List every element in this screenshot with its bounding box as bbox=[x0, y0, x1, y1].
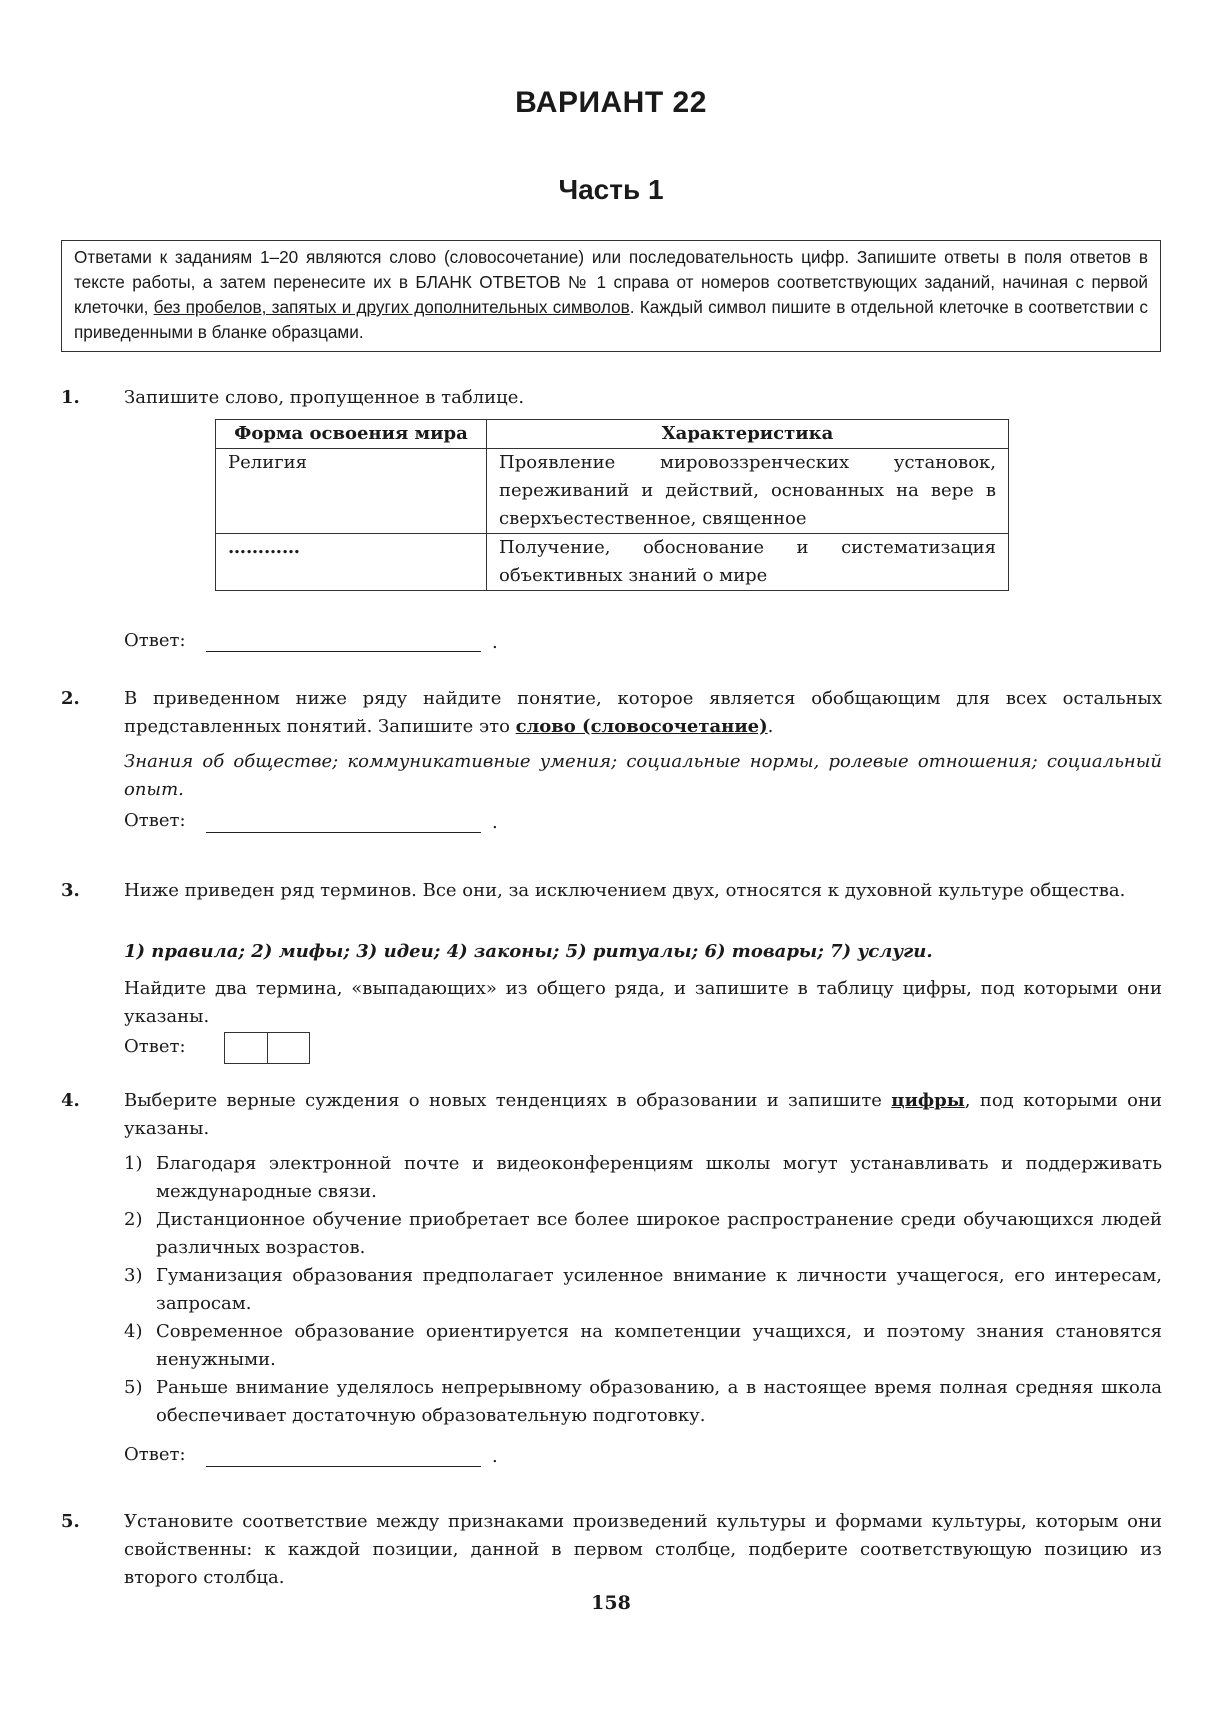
option-number: 3) bbox=[124, 1265, 143, 1286]
question-number: 3. bbox=[61, 880, 80, 901]
answer-cells bbox=[224, 1032, 310, 1064]
question-text-emphasis: слово (словосочетание) bbox=[515, 716, 768, 737]
option-item bbox=[124, 1374, 1162, 1430]
table-cell-characteristic: Проявление мировоззренческих установок, переживаний и действий, основанных на вере в сверхъестественное, священное bbox=[487, 449, 1009, 534]
instruction-text-end: . Каждый символ пишите в отдельной клеточке в соответствии с приведенными в бланке образцами. bbox=[74, 297, 1148, 342]
option-item bbox=[124, 1206, 1162, 1262]
table-cell-form: Религия bbox=[216, 449, 487, 534]
question-number: 1. bbox=[61, 387, 80, 408]
question-text-part: В приведенном ниже ряду найдите понятие, которое является обобщающим для всех остальных представленных понятий. Запишите это bbox=[124, 688, 1162, 737]
option-text: Дистанционное обучение приобретает все более широкое распространение среди обучающихся людей различных возрастов. bbox=[156, 1209, 1162, 1258]
options-wrapper bbox=[124, 1150, 1162, 1430]
q1-table bbox=[215, 419, 1009, 591]
answer-label: Ответ: bbox=[124, 1444, 186, 1465]
answer-line-2[interactable] bbox=[206, 832, 481, 833]
answer-end: . bbox=[492, 812, 498, 833]
answer-label: Ответ: bbox=[124, 630, 186, 651]
answer-line-4[interactable] bbox=[206, 1466, 481, 1467]
question-italic-list: Знания об обществе; коммуникативные умения; социальные нормы, ролевые отношения; социальный опыт. bbox=[124, 751, 1162, 800]
instruction-box bbox=[61, 240, 1161, 352]
option-text: Гуманизация образования предполагает усиленное внимание к личности учащегося, его интересам, запросам. bbox=[156, 1265, 1162, 1314]
option-number: 1) bbox=[124, 1153, 143, 1174]
variant-title: ВАРИАНТ 22 bbox=[515, 86, 707, 119]
question-number: 5. bbox=[61, 1511, 80, 1532]
option-number: 4) bbox=[124, 1321, 143, 1342]
options-list bbox=[124, 1150, 1162, 1430]
question-text: Установите соответствие между признаками произведений культуры и формами культуры, которым они свойственны: к каждой позиции, данной в первом столбце, подберите соответствующую позицию из второго столбца. bbox=[124, 1511, 1162, 1588]
question-number: 4. bbox=[61, 1090, 80, 1111]
question-text bbox=[124, 685, 1162, 741]
question-italic-terms: 1) правила; 2) мифы; 3) идеи; 4) законы; 5) ритуалы; 6) товары; 7) услуги. bbox=[124, 941, 933, 962]
table-cell-characteristic: Получение, обоснование и систематизация объективных знаний о мире bbox=[487, 534, 1009, 591]
option-number: 5) bbox=[124, 1377, 143, 1398]
option-item bbox=[124, 1318, 1162, 1374]
instruction-underlined: без пробелов, запятых и других дополнительных символов bbox=[153, 297, 630, 317]
question-text-part: . bbox=[767, 716, 774, 737]
answer-end: . bbox=[492, 632, 498, 653]
table-header-form: Форма освоения мира bbox=[216, 420, 487, 449]
page-number: 158 bbox=[591, 1592, 631, 1614]
option-item bbox=[124, 1262, 1162, 1318]
table-header-characteristic: Характеристика bbox=[487, 420, 1009, 449]
option-text: Современное образование ориентируется на компетенции учащихся, и поэтому знания становятся ненужными. bbox=[156, 1321, 1162, 1370]
part-title: Часть 1 bbox=[558, 174, 664, 205]
option-text: Раньше внимание уделялось непрерывному образованию, а в настоящее время полная средняя школа обеспечивает достаточную образовательную подготовку. bbox=[156, 1377, 1162, 1426]
answer-label: Ответ: bbox=[124, 810, 186, 831]
question-text: Запишите слово, пропущенное в таблице. bbox=[124, 387, 525, 408]
answer-end: . bbox=[492, 1446, 498, 1467]
answer-cell[interactable] bbox=[225, 1033, 267, 1063]
question-text-emphasis: цифры bbox=[891, 1090, 965, 1111]
answer-cell[interactable] bbox=[267, 1033, 309, 1063]
answer-label: Ответ: bbox=[124, 1036, 186, 1057]
option-number: 2) bbox=[124, 1209, 143, 1230]
question-text-part: , под которыми они указаны. bbox=[124, 1090, 1162, 1139]
question-text-part: Выберите верные суждения о новых тенденциях в образовании и запишите bbox=[124, 1090, 892, 1111]
question-text: Ниже приведен ряд терминов. Все они, за исключением двух, относятся к духовной культуре общества. bbox=[124, 880, 1126, 901]
question-number: 2. bbox=[61, 688, 80, 709]
instruction-text: Ответами к заданиям 1–20 являются слово (словосочетание) или последовательность цифр. Запишите ответы в поля ответов в тексте работы, а затем перенесите их в БЛАНК ОТВЕТОВ № 1 справа от номеров соответствующих заданий, начиная с первой клеточки, bbox=[74, 247, 1148, 317]
question-text bbox=[124, 1087, 1162, 1143]
question-task: Найдите два термина, «выпадающих» из общего ряда, и запишите в таблицу цифры, под которыми они указаны. bbox=[124, 978, 1162, 1027]
answer-line-1[interactable] bbox=[206, 651, 481, 652]
option-item bbox=[124, 1150, 1162, 1206]
table-cell-missing: ………… bbox=[216, 534, 487, 591]
option-text: Благодаря электронной почте и видеоконференциям школы могут устанавливать и поддерживать международные связи. bbox=[156, 1153, 1162, 1202]
